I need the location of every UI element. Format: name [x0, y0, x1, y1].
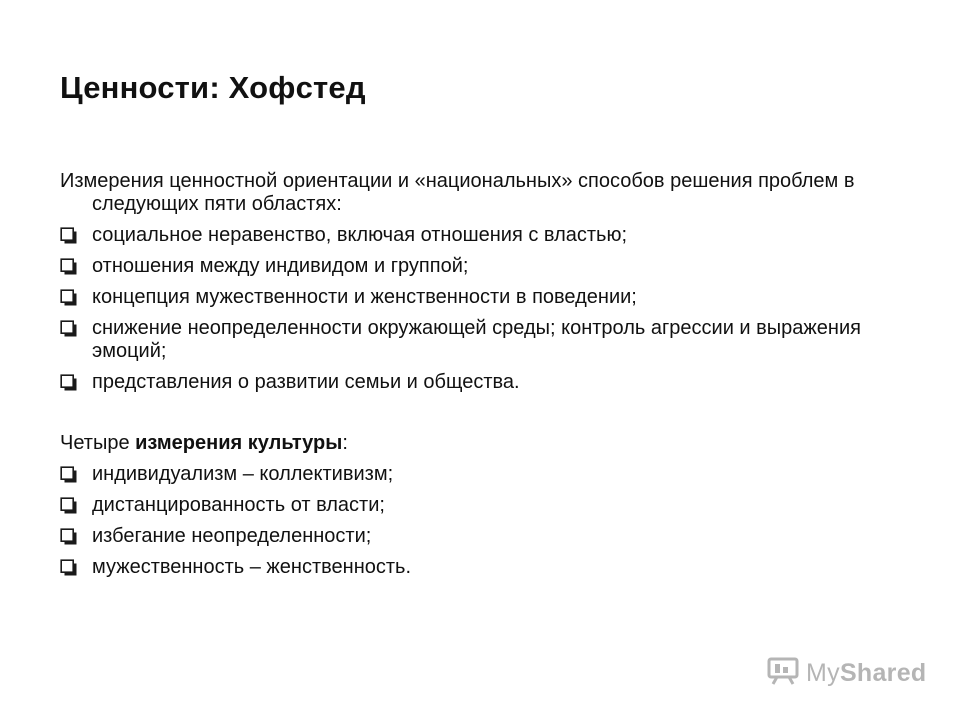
- watermark-brand-prefix: My: [806, 659, 840, 687]
- list-item-text: социальное неравенство, включая отношения с властью;: [92, 224, 628, 246]
- checkbox-bullet-icon: [60, 227, 78, 245]
- list-item-text: дистанцированность от власти;: [92, 494, 385, 516]
- checkbox-bullet-icon: [60, 559, 78, 577]
- areas-list: [60, 224, 920, 394]
- list-item: [60, 463, 920, 486]
- presentation-board-icon: [766, 656, 800, 691]
- dimensions-heading-tail: :: [342, 432, 348, 454]
- list-item-text: концепция мужественности и женственности в поведении;: [92, 286, 637, 308]
- list-item-text: отношения между индивидом и группой;: [92, 255, 469, 277]
- dimensions-heading-lead: Четыре: [60, 432, 136, 454]
- list-item: [60, 224, 920, 247]
- checkbox-bullet-icon: [60, 258, 78, 276]
- dimensions-heading: [60, 432, 920, 455]
- dimensions-list: [60, 463, 920, 579]
- checkbox-bullet-icon: [60, 466, 78, 484]
- list-item: [60, 371, 920, 394]
- list-item: [60, 255, 920, 278]
- list-item: [60, 317, 920, 363]
- myshared-watermark: [766, 656, 927, 691]
- list-item-text: мужественность – женственность.: [92, 556, 411, 578]
- intro-text: Измерения ценностной ориентации и «национальных» способов решения проблем в следующих пяти областях:: [60, 170, 855, 215]
- list-item: [60, 494, 920, 517]
- list-item-text: избегание неопределенности;: [92, 525, 372, 547]
- list-item-text: индивидуализм – коллективизм;: [92, 463, 394, 485]
- list-item-text: представления о развитии семьи и общества.: [92, 371, 520, 393]
- checkbox-bullet-icon: [60, 289, 78, 307]
- list-item: [60, 286, 920, 309]
- list-item: [60, 525, 920, 548]
- list-item: [60, 556, 920, 579]
- checkbox-bullet-icon: [60, 320, 78, 338]
- slide-title: Ценности: Хофстед: [60, 70, 366, 105]
- checkbox-bullet-icon: [60, 374, 78, 392]
- watermark-brand-bold: Shared: [839, 659, 927, 687]
- list-item-text: снижение неопределенности окружающей среды; контроль агрессии и выражения эмоций;: [92, 317, 861, 362]
- checkbox-bullet-icon: [60, 497, 78, 515]
- slide-content: [60, 170, 920, 587]
- watermark-brand: [806, 659, 927, 688]
- dimensions-heading-bold: измерения культуры: [135, 432, 343, 454]
- checkbox-bullet-icon: [60, 528, 78, 546]
